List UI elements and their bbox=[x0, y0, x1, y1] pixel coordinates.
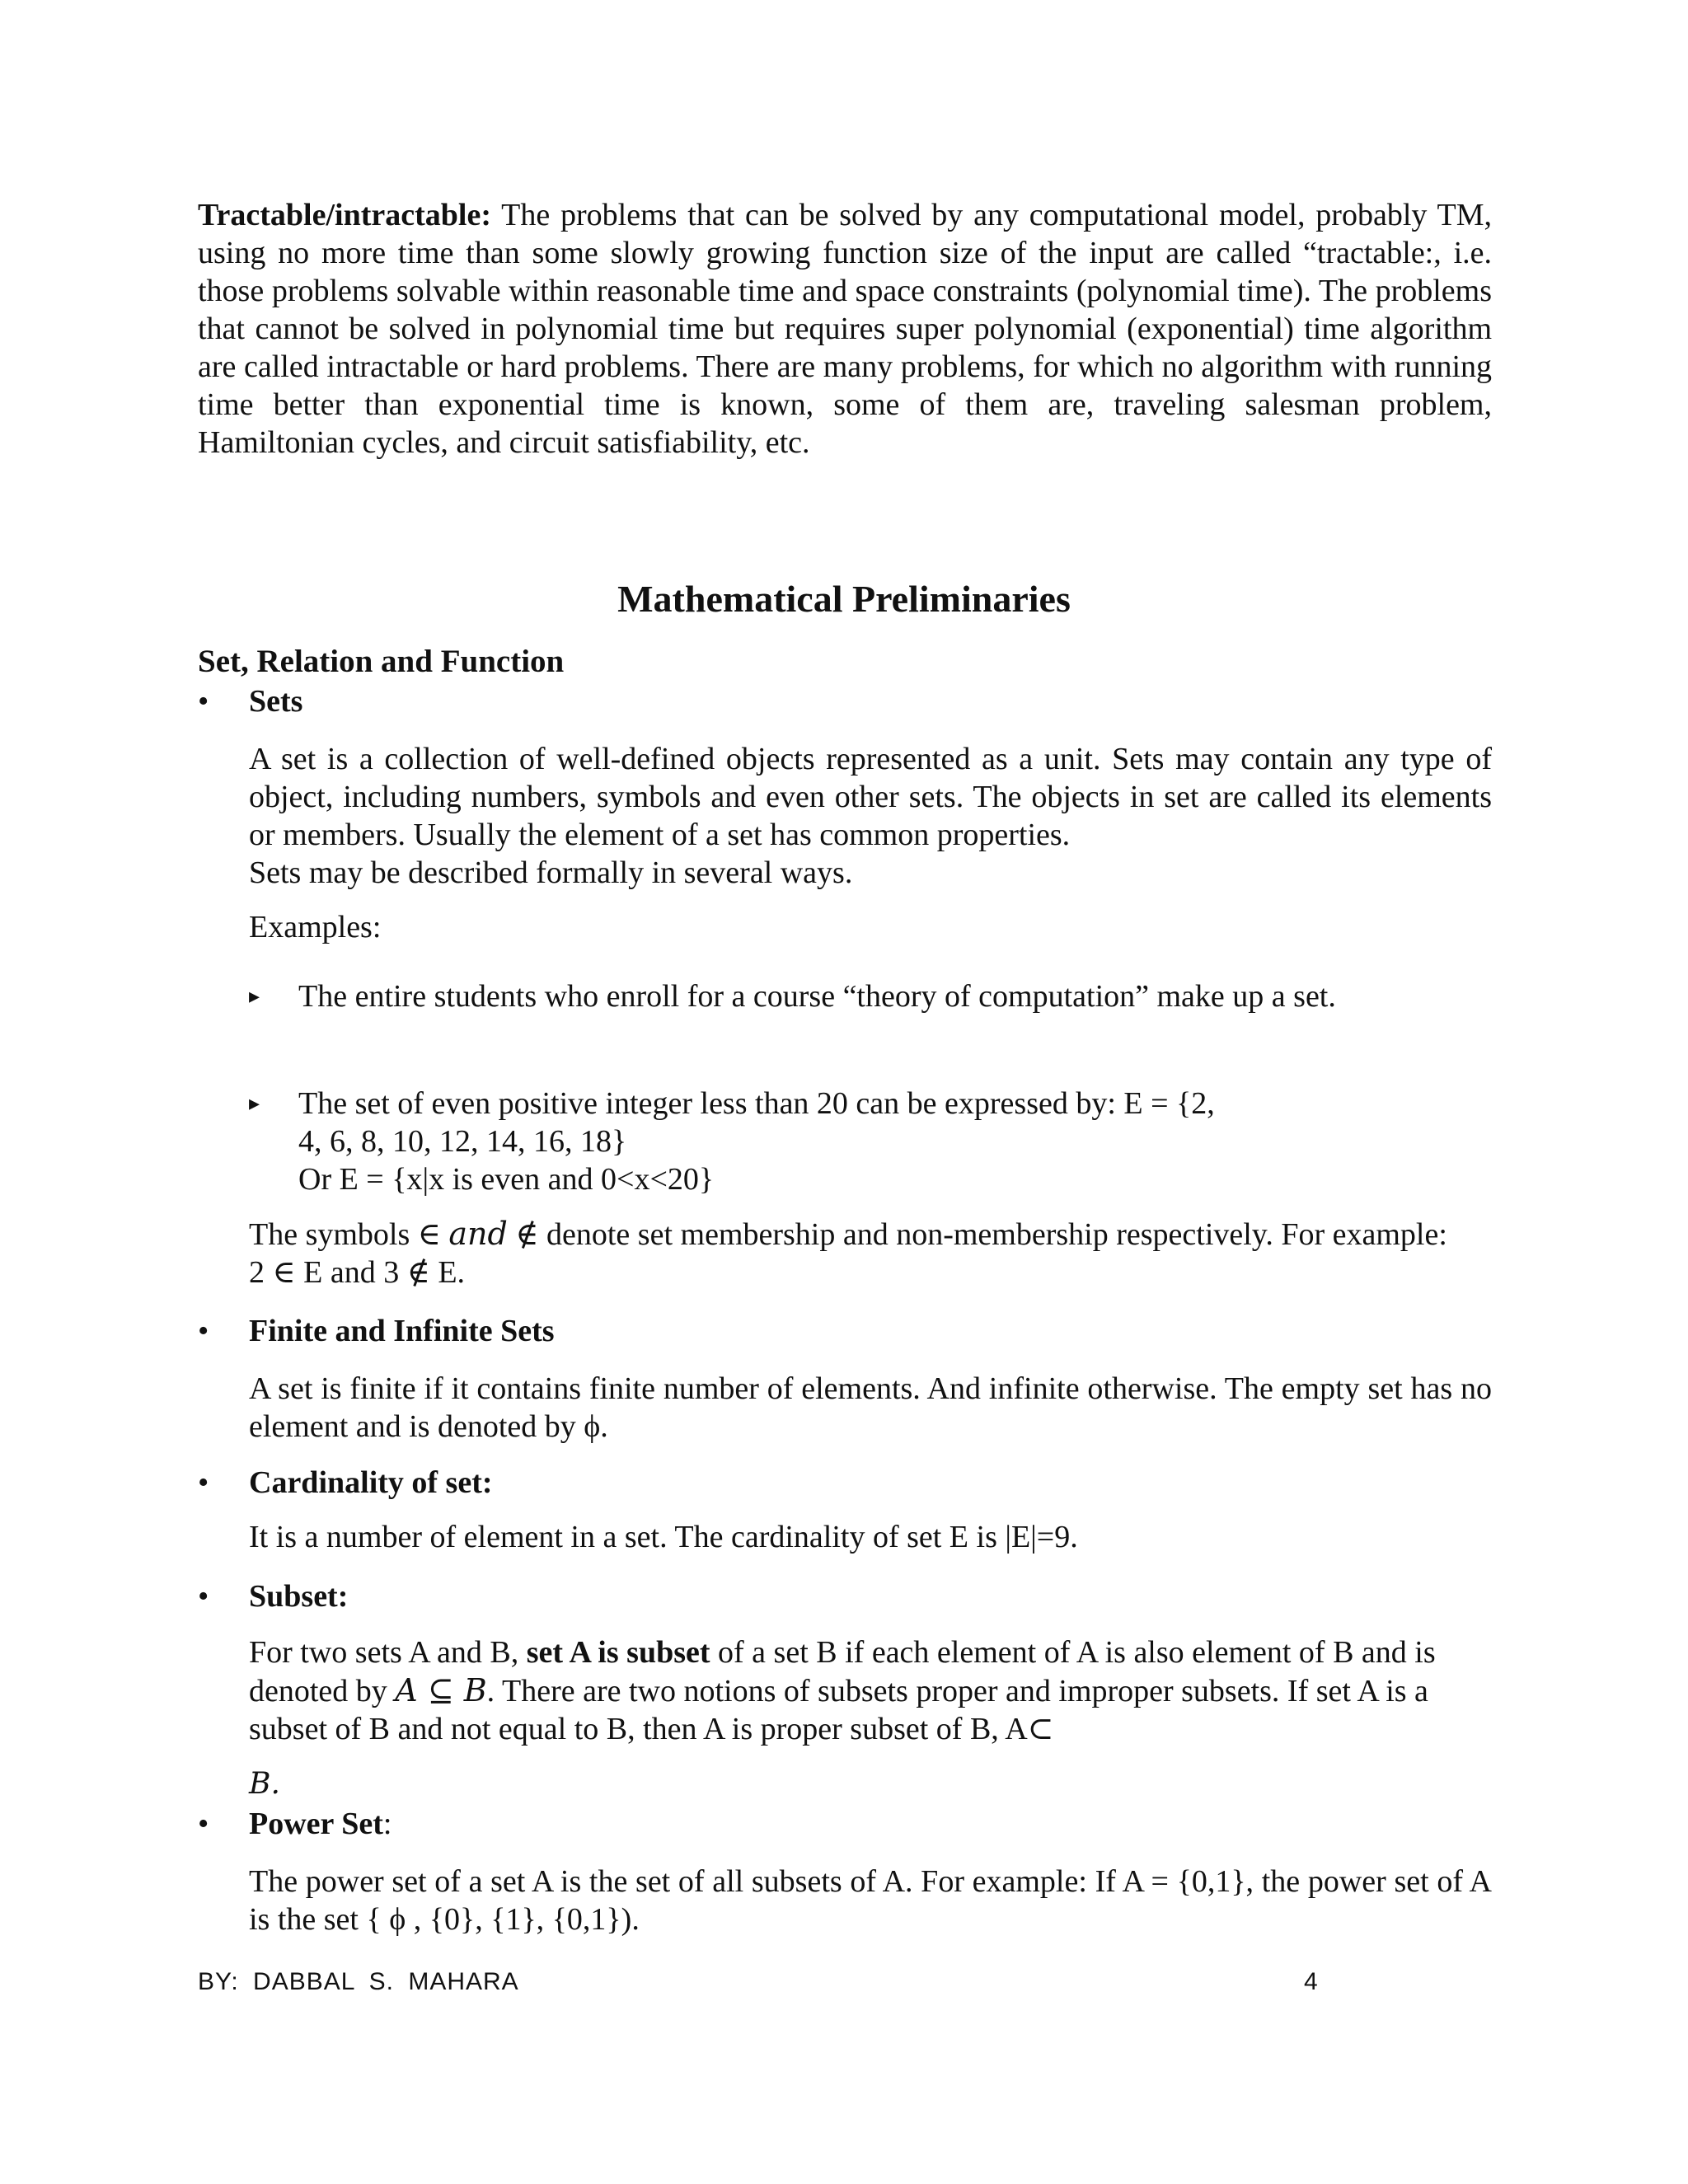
bullet-dot: • bbox=[198, 1579, 209, 1614]
membership-example: 2 ∈ E and 3 ∉ E. bbox=[249, 1255, 466, 1290]
section-title: Mathematical Preliminaries bbox=[617, 578, 1071, 620]
subset-text bbox=[249, 1633, 1452, 1748]
intro-term: Tractable/intractable: bbox=[198, 198, 491, 232]
power-set-heading-wrap bbox=[249, 1805, 392, 1843]
subset-heading: Subset: bbox=[249, 1579, 349, 1614]
cardinality-heading: Cardinality of set: bbox=[249, 1465, 493, 1500]
examples-label: Examples: bbox=[249, 910, 382, 944]
finite-text: A set is finite if it contains finite number of elements. And infinite otherwise. The empty set has no element and is denoted by ϕ. bbox=[249, 1371, 1492, 1444]
sets-text: A set is a collection of well-defined objects represented as a unit. Sets may contain any type of object, including numbers, symbols and even other sets. The objects in set are called its elements or members. Usually the element of a set has common properties. bbox=[249, 742, 1492, 852]
footer-page-number: 4 bbox=[1304, 1968, 1319, 1995]
triangle-bullet-icon: ▸ bbox=[249, 984, 260, 1008]
sets-description: Sets may be described formally in several ways. bbox=[249, 855, 853, 890]
sets-heading: Sets bbox=[249, 684, 303, 719]
bullet-dot: • bbox=[198, 1807, 209, 1841]
example-2-line-3: Or E = {x|x is even and 0<x<20} bbox=[298, 1162, 715, 1197]
membership-text-b: ∉ denote set membership and non-membership respectively. For example: bbox=[507, 1217, 1447, 1252]
subset-notation: A ⊆ B bbox=[395, 1672, 487, 1708]
bullet-dot: • bbox=[198, 1465, 209, 1500]
intro-text: The problems that can be solved by any computational model, probably TM, using no more time than some slowly growing function size of the input are called “tractable:, i.e. those problems solvable within reasonable time and space constraints (polynomial time). The problems that cannot be solved in polynomial time but requires super polynomial (exponential) time algorithm are called intractable or hard problems. There are many problems, for which no algorithm with running time better than exponential time is known, some of them are, traveling salesman problem, Hamiltonian cycles, and circuit satisfiability, etc. bbox=[198, 198, 1492, 460]
power-set-heading-colon: : bbox=[382, 1807, 392, 1841]
subset-text-a: For two sets A and B, bbox=[249, 1635, 527, 1670]
footer-author: BY: DABBAL S. MAHARA bbox=[198, 1968, 519, 1995]
bullet-dot: • bbox=[198, 1314, 209, 1348]
example-text-1: The entire students who enroll for a course “theory of computation” make up a set. bbox=[298, 979, 1336, 1014]
subset-text-b: of a set B if each element of A is also element of B and is denoted by bbox=[249, 1635, 1436, 1708]
subsection-title: Set, Relation and Function bbox=[198, 644, 565, 679]
intro-paragraph bbox=[198, 196, 1492, 462]
subset-bold: set A is subset bbox=[526, 1635, 710, 1670]
example-2-line-1: The set of even positive integer less than 20 can be expressed by: E = {2, bbox=[298, 1086, 1215, 1121]
example-2-line-2: 4, 6, 8, 10, 12, 14, 16, 18} bbox=[298, 1124, 627, 1159]
triangle-bullet-icon: ▸ bbox=[249, 1091, 260, 1115]
membership-text bbox=[249, 1215, 1492, 1291]
bullet-dot: • bbox=[198, 684, 209, 719]
membership-text-a: The symbols ∈ bbox=[249, 1217, 449, 1252]
finite-heading: Finite and Infinite Sets bbox=[249, 1314, 555, 1348]
membership-and: and bbox=[448, 1216, 508, 1252]
power-set-text: The power set of a set A is the set of all subsets of A. For example: If A = {0,1}, the power set of A is the set { ϕ , {0}, {1}, {0,1}). bbox=[249, 1864, 1492, 1937]
subset-text-c: . There are two notions of subsets proper and improper subsets. If set A is a subset of B and not equal to B, then A is proper subset of B, A⊂ bbox=[249, 1674, 1428, 1746]
subset-trailing: B. bbox=[249, 1767, 280, 1801]
example-text-2 bbox=[298, 1085, 1370, 1198]
cardinality-text: It is a number of element in a set. The cardinality of set E is |E|=9. bbox=[249, 1520, 1078, 1554]
power-set-heading: Power Set bbox=[249, 1807, 383, 1841]
